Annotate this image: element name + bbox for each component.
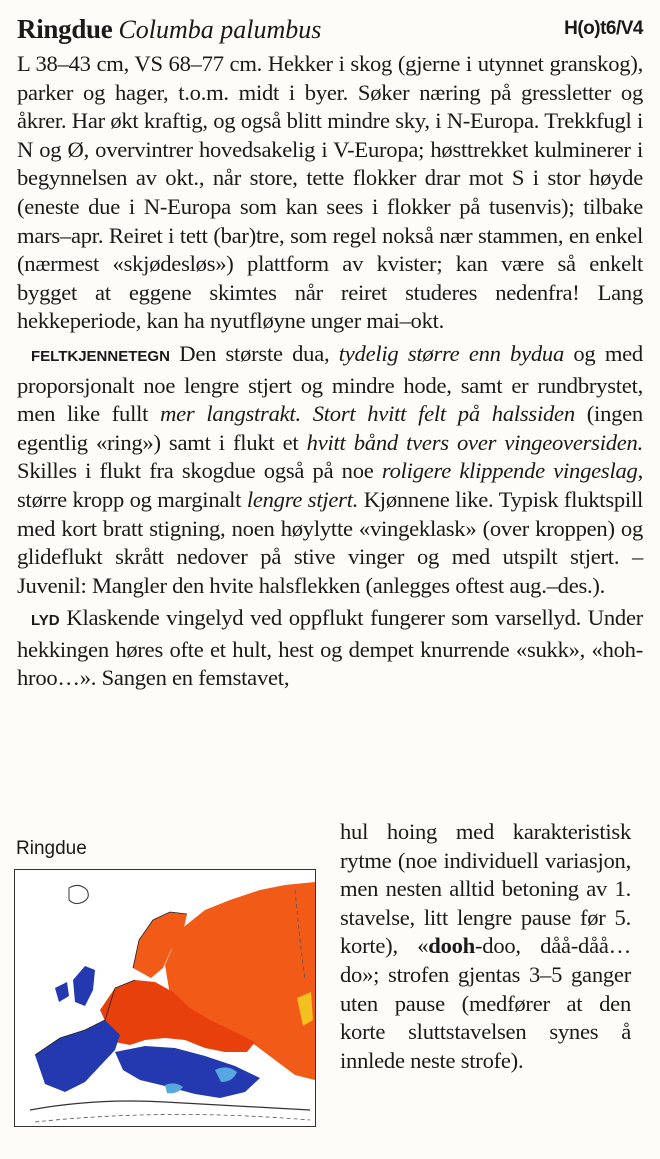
species-name: Ringdue [17, 14, 113, 44]
text-run: Den største dua, [169, 340, 339, 366]
text-run: mer langstrakt. [160, 401, 301, 427]
text-run: -doo, dåå-dåå…do»; strofen gjentas 3–5 ganger uten pause (medfører at den korte sluttstavelsen synes å innlede neste strofe). [340, 933, 631, 1073]
text-run [301, 401, 313, 426]
map-caption: Ringdue [16, 838, 87, 859]
text-run: hul hoing med karakteristisk rytme (noe individuell variasjon, men nesten alltid betoning av 1. stavelse, litt lengre pause før 5. korte), « [340, 819, 631, 959]
status-code: H(o)t6/V4 [564, 18, 643, 39]
species-header [17, 14, 643, 48]
intro-paragraph [17, 50, 643, 336]
text-run: Skilles i flukt fra skogdue også på noe [17, 458, 382, 484]
feltkjennetegn-paragraph [17, 340, 643, 600]
lyd-label: LYD [31, 612, 60, 630]
text-run: tydelig større enn bydua [338, 340, 565, 366]
text-run: lengre stjert. [246, 486, 359, 512]
feltkjennetegn-label: FELTKJENNETEGN [31, 347, 170, 365]
text-run: Kjønnene like. Typisk fluktspill med kort bratt stigning, noen høylytte «vingeklask» (over kroppen) og glideflukt skrått nedover på stive vinger og med utspilt stjert. – Juvenil: Mangler den hvite halsflekken (anlegges oftest aug.–des.). [17, 486, 644, 598]
text-run: L 38–43 cm, VS 68–77 cm. Hekker i skog (gjerne i utynnet granskog), parker og hager, t.o.m. midt i byer. Søker næring på gressletter og åkrer. Har økt kraftig, og også blitt mindre sky, i N-Europa. Trekkfugl i N og Ø, overvintrer hovedsakelig i V-Europa; høsttrekket kulminerer i begynnelsen av okt., når store, tette flokker drar mot S i stor høyde (eneste due i N-Europa som kan sees i flokker på tusenvis); tilbake mars–apr. Reiret i tett (bar)tre, som regel nokså nær stammen, en enkel (nærmest «skjødesløs») plattform av kvister; kan være så enkelt bygget at eggene skimtes når reiret studeres nedenfra! Lang hekkeperiode, kan ha nyutfløyne unger mai–okt. [17, 51, 643, 334]
text-run: større kropp og marginalt [17, 486, 247, 512]
text-run: dooh [428, 933, 475, 959]
distribution-map [14, 838, 319, 1138]
species-latin-name: Columba palumbus [118, 15, 322, 44]
lyd-continuation-text [340, 818, 631, 1075]
text-run: Stort hvitt felt på halssiden [312, 401, 575, 427]
text-run: (ingen egentlig «ring») samt i flukt et [17, 401, 643, 455]
feltkjennetegn-text [17, 341, 643, 598]
text-run: Klaskende vingelyd ved oppflukt fungerer som varsellyd. Under hekkingen høres ofte et hult, hest og dempet knurrende «sukk», «hoh-hroo…». Sangen en femstavet, [17, 605, 643, 691]
text-run: og med proporsjonalt noe lengre stjert og mindre hode, samt er rundbrystet, men like fullt [17, 340, 643, 427]
lyd-text [17, 605, 643, 690]
lyd-continuation [340, 818, 631, 1075]
lyd-paragraph [17, 604, 643, 693]
europe-range-map [15, 870, 315, 1126]
text-run: roligere klippende vingeslag, [381, 458, 643, 484]
map-frame [14, 869, 316, 1127]
species-description [17, 50, 643, 693]
text-run: hvitt bånd tvers over vingeoversiden. [306, 429, 643, 455]
